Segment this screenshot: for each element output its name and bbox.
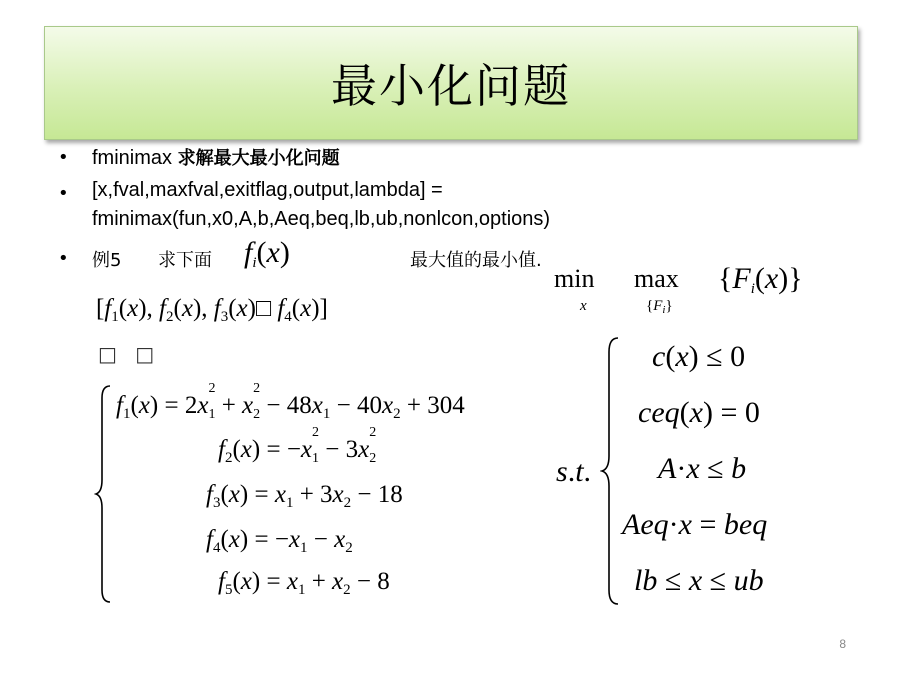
min-operator: min [554, 264, 595, 293]
bullet-fminimax-cjk: 求解最大最小化问题 [177, 148, 340, 169]
bullet-fminimax [92, 144, 340, 170]
slide-title-box [44, 26, 858, 140]
bullet-dot: • [58, 147, 69, 168]
st-label: s.t. [556, 455, 592, 488]
function-vector: [$f_1(x)$, $f_2(x)$, $f_3(x)□$ $f_4(x)$] [96, 295, 328, 325]
function-f2: $f_2(x) = -x$ 2 $_1$ − 3x 2 $_2$ [218, 425, 377, 466]
example-text-b: 最大值的最小值. [410, 250, 542, 271]
min-subscript: x [580, 298, 587, 314]
example-text-a: 求下面 [158, 250, 212, 271]
fi-of-x: $f_i(x)$ [244, 236, 290, 271]
max-operator: max [634, 264, 679, 293]
constraint-ceq: ceq(x) = 0 [638, 396, 760, 429]
function-f1: $f_1(x) = 2x$ 2 $_1$ + x 2 $_2 - 48x_1 - 40x_2 + 304$ [116, 381, 465, 422]
bullet-syntax-line2: fminimax(fun,x0,A,b,Aeq,beq,lb,ub,nonlcon,options) [92, 208, 551, 230]
slide-title: 最小化问题 [331, 59, 571, 113]
function-f4: $f_4(x) = -x_1 - x_2$ [206, 526, 353, 556]
max-subscript: $\{F_i\}$ [646, 298, 673, 316]
bullet-syntax-line1: [x,fval,maxfval,exitflag,output,lambda] = [92, 179, 443, 201]
constraint-c: c(x) ≤ 0 [652, 340, 746, 373]
example-label: 例5 [92, 250, 122, 271]
bullet-dot: • [58, 248, 69, 269]
constraint-linear-ineq: A·x ≤ b [658, 452, 747, 485]
placeholder-boxes: □ □ [98, 342, 161, 366]
constraint-linear-eq: Aeq·x = beq [622, 508, 768, 541]
function-f3: $f_3(x) = x_1 + 3x_2 - 18$ [206, 481, 403, 511]
page-number: 8 [839, 637, 846, 651]
objective: $\{F_i(x)\}$ [718, 262, 803, 297]
bullet-dot: • [58, 183, 69, 204]
function-f5: $f_5(x) = x_1 + x_2 - 8$ [218, 568, 390, 598]
constraint-bounds: lb ≤ x ≤ ub [634, 564, 764, 597]
bullet-fminimax-latin: fminimax [92, 147, 178, 169]
